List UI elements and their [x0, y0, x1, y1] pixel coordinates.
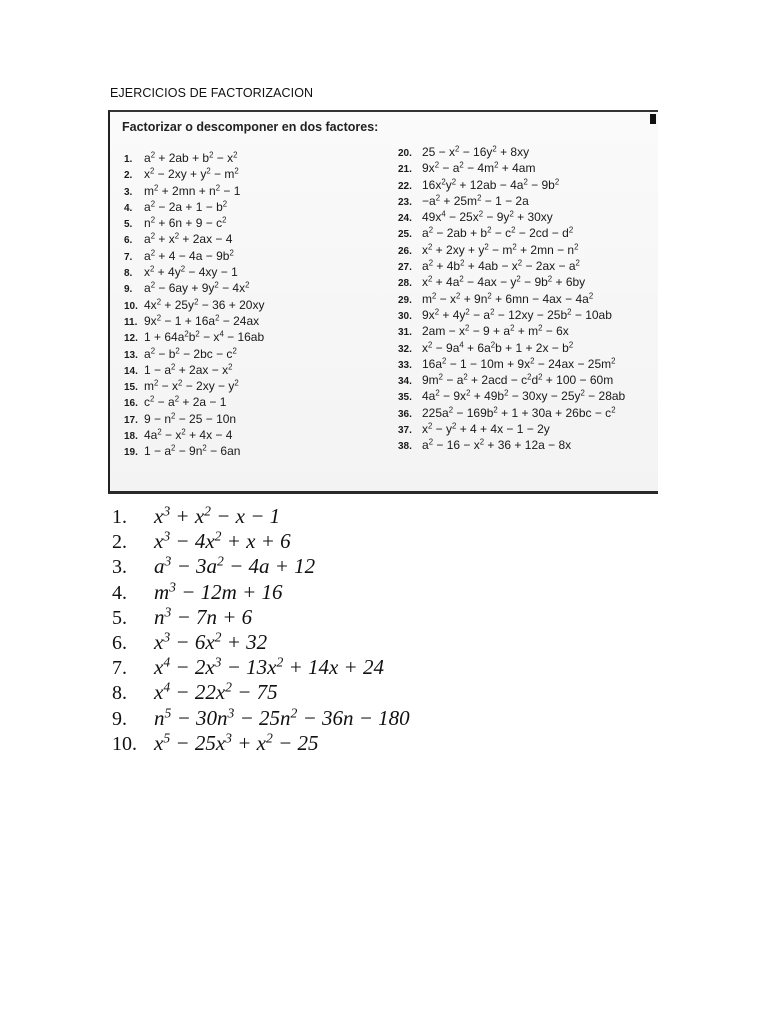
scan-exercise-item [398, 421, 654, 437]
exercise-number: 33. [398, 359, 412, 371]
typed-exercise-item [112, 580, 712, 605]
exercise-expression: $x^2 + 2xy + y^2 - m^2 + 2mn - n^2$ [422, 242, 579, 257]
exercise-expression: $m^3 - 12m + 16$ [154, 579, 283, 604]
exercise-number: 10. [124, 300, 138, 312]
exercise-expression: $x^3 - 6x^2 + 32$ [154, 629, 268, 654]
exercise-expression: $1 - a^2 - 9n^2 - 6an$ [144, 444, 241, 459]
scan-exercise-item [124, 166, 394, 182]
exercise-expression: $25 - x^2 - 16y^2 + 8xy$ [422, 144, 530, 159]
exercise-number: 18. [124, 431, 138, 443]
scan-left-column [124, 150, 394, 460]
exercise-number: 36. [398, 408, 412, 420]
exercise-number: 35. [398, 392, 412, 404]
exercise-number: 28. [398, 278, 412, 290]
exercise-expression: $9m^2 - a^2 + 2acd - c^2d^2 + 100 - 60m$ [422, 372, 614, 388]
scan-exercise-item [124, 150, 394, 166]
scan-exercise-item [124, 199, 394, 215]
scan-exercise-item [124, 394, 394, 410]
exercise-expression: $n^3 - 7n + 6$ [154, 604, 253, 629]
scan-exercise-item [398, 193, 654, 209]
exercise-expression: $1 - a^2 + 2ax - x^2$ [144, 362, 233, 377]
exercise-expression: $4a^2 - x^2 + 4x - 4$ [144, 427, 233, 443]
exercise-expression: $m^2 - x^2 + 9n^2 + 6mn - 4ax - 4a^2$ [422, 291, 594, 306]
scan-exercise-item [124, 280, 394, 296]
exercise-expression: $a^2 + x^2 + 2ax - 4$ [144, 232, 233, 247]
typed-exercise-item [112, 680, 712, 705]
exercise-number: 31. [398, 327, 412, 339]
exercise-number: 21. [398, 164, 412, 176]
exercise-expression: $a^3 - 3a^2 - 4a + 12$ [154, 553, 316, 579]
exercise-number: 30. [398, 310, 412, 322]
exercise-number: 17. [124, 414, 138, 426]
exercise-number: 1. [112, 506, 127, 528]
exercise-expression: $x^2 - 9a^4 + 6a^2b + 1 + 2x - b^2$ [422, 340, 574, 355]
exercise-expression: $-a^2 + 25m^2 - 1 - 2a$ [422, 193, 529, 208]
exercise-expression: $4a^2 - 9x^2 + 49b^2 - 30xy - 25y^2 - 28ab$ [422, 389, 626, 404]
exercise-number: 27. [398, 262, 412, 274]
exercise-expression: $9x^2 - 1 + 16a^2 - 24ax$ [144, 313, 260, 328]
scan-heading: Factorizar o descomponer en dos factores: [122, 120, 379, 134]
exercise-number: 16. [124, 398, 138, 410]
exercise-number: 38. [398, 441, 412, 453]
scan-exercise-item [124, 329, 394, 345]
exercise-expression: $n^2 + 6n + 9 - c^2$ [144, 215, 227, 231]
exercise-expression: $9 - n^2 - 25 - 10n$ [144, 411, 237, 426]
exercise-number: 11. [124, 316, 138, 328]
scan-exercise-item [398, 437, 654, 453]
exercise-number: 9. [124, 284, 133, 296]
scan-exercise-item [124, 443, 394, 459]
exercise-expression: $a^2 - 6ay + 9y^2 - 4x^2$ [144, 281, 250, 296]
exercise-expression: $c^2 - a^2 + 2a - 1$ [144, 395, 227, 410]
scan-exercise-item [398, 372, 654, 388]
scan-exercise-item [398, 258, 654, 274]
scan-exercise-item [398, 405, 654, 421]
exercise-number: 29. [398, 294, 412, 306]
exercise-number: 19. [124, 447, 138, 459]
exercise-number: 9. [112, 707, 127, 730]
exercise-expression: $x^2 - 2xy + y^2 - m^2$ [144, 167, 239, 182]
exercise-number: 7. [112, 657, 127, 680]
exercise-number: 12. [124, 333, 138, 345]
exercise-number: 34. [398, 376, 412, 388]
document-title: EJERCICIOS DE FACTORIZACION [110, 86, 314, 100]
scan-exercise-item [124, 346, 394, 362]
scan-exercise-item [398, 144, 654, 160]
exercise-number: 5. [112, 606, 127, 629]
exercise-number: 1. [124, 154, 133, 165]
scan-exercise-item [398, 323, 654, 339]
exercise-number: 23. [398, 196, 412, 208]
scan-exercise-item [398, 177, 654, 193]
scan-exercise-item [398, 307, 654, 323]
scan-exercise-item [398, 274, 654, 290]
exercise-number: 2. [124, 170, 133, 182]
exercise-number: 37. [398, 425, 412, 437]
exercise-expression: $n^5 - 30n^3 - 25n^2 - 36n - 180$ [154, 705, 410, 730]
exercise-expression: $1 + 64a^2b^2 - x^4 - 16ab$ [144, 329, 265, 345]
exercise-expression: $a^2 + 4b^2 + 4ab - x^2 - 2ax - a^2$ [422, 258, 580, 274]
scan-exercise-item [124, 411, 394, 427]
exercise-expression: $a^2 - 2a + 1 - b^2$ [144, 199, 228, 214]
exercise-expression: $m^2 + 2mn + n^2 - 1$ [144, 183, 241, 198]
exercise-expression: $x^2 - y^2 + 4 + 4x - 1 - 2y$ [422, 421, 550, 437]
exercise-expression: $2am - x^2 - 9 + a^2 + m^2 - 6x$ [422, 323, 569, 339]
exercise-number: 22. [398, 180, 412, 192]
scan-exercise-item [398, 160, 654, 176]
exercise-expression: $x^3 + x^2 - x - 1$ [154, 503, 281, 528]
typed-exercise-item [112, 655, 712, 680]
exercise-number: 3. [124, 186, 133, 198]
scan-exercise-item [398, 388, 654, 404]
exercise-number: 20. [398, 148, 412, 159]
exercise-expression: $x^4 - 2x^3 - 13x^2 + 14x + 24$ [154, 654, 384, 680]
exercise-expression: $225a^2 - 169b^2 + 1 + 30a + 26bc - c^2$ [422, 405, 616, 420]
exercise-expression: $x^3 - 4x^2 + x + 6$ [154, 528, 291, 554]
typed-exercise-item [112, 630, 712, 655]
scan-exercise-item [398, 242, 654, 258]
exercise-number: 7. [124, 251, 133, 263]
typed-exercise-item [112, 731, 712, 756]
exercise-number: 26. [398, 245, 412, 257]
scan-exercise-item [398, 356, 654, 372]
exercise-expression: $x^2 + 4y^2 - 4xy - 1$ [144, 264, 238, 280]
exercise-expression: $9x^2 + 4y^2 - a^2 - 12xy - 25b^2 - 10ab$ [422, 307, 612, 322]
exercise-expression: $16a^2 - 1 - 10m + 9x^2 - 24ax - 25m^2$ [422, 356, 616, 371]
typed-exercise-item [112, 605, 712, 630]
scan-exercise-item [398, 291, 654, 307]
exercise-number: 10. [112, 732, 137, 755]
scan-artifact [650, 114, 656, 124]
typed-exercise-list [112, 504, 712, 756]
scan-exercise-item [398, 225, 654, 241]
exercise-expression: $16x^2y^2 + 12ab - 4a^2 - 9b^2$ [422, 177, 560, 192]
exercise-expression: $x^2 + 4a^2 - 4ax - y^2 - 9b^2 + 6by$ [422, 275, 586, 290]
exercise-number: 25. [398, 229, 412, 241]
exercise-expression: $4x^2 + 25y^2 - 36 + 20xy$ [144, 297, 265, 312]
exercise-number: 15. [124, 382, 138, 394]
scan-exercise-item [124, 231, 394, 247]
scan-exercise-item [124, 427, 394, 443]
exercise-number: 5. [124, 219, 133, 231]
exercise-expression: $49x^4 - 25x^2 - 9y^2 + 30xy$ [422, 209, 553, 225]
scan-exercise-item [398, 340, 654, 356]
exercise-number: 32. [398, 343, 412, 355]
exercise-expression: $a^2 - 16 - x^2 + 36 + 12a - 8x$ [422, 438, 572, 453]
exercise-expression: $a^2 - b^2 - 2bc - c^2$ [144, 346, 237, 361]
exercise-number: 3. [112, 556, 127, 579]
scan-exercise-item [124, 248, 394, 264]
scan-exercise-item [124, 378, 394, 394]
scan-exercise-item [124, 362, 394, 378]
typed-exercise-item [112, 554, 712, 579]
exercise-number: 6. [124, 235, 133, 247]
exercise-number: 13. [124, 349, 138, 361]
scan-exercise-item [124, 183, 394, 199]
exercise-expression: $x^4 - 22x^2 - 75$ [154, 679, 278, 705]
scan-exercise-item [124, 215, 394, 231]
exercise-number: 2. [112, 531, 127, 554]
exercise-number: 4. [112, 581, 127, 604]
scan-right-column [398, 144, 654, 454]
scan-exercise-item [398, 209, 654, 225]
exercise-number: 4. [124, 202, 133, 214]
exercise-expression: $a^2 + 2ab + b^2 - x^2$ [144, 150, 238, 165]
typed-exercise-item [112, 504, 712, 529]
typed-exercise-item [112, 706, 712, 731]
exercise-expression: $9x^2 - a^2 - 4m^2 + 4am$ [422, 161, 536, 176]
exercise-number: 8. [112, 682, 127, 705]
scan-exercise-item [124, 313, 394, 329]
exercise-number: 24. [398, 213, 412, 225]
exercise-number: 6. [112, 631, 127, 654]
exercise-expression: $a^2 - 2ab + b^2 - c^2 - 2cd - d^2$ [422, 226, 574, 241]
exercise-number: 8. [124, 268, 133, 280]
scanned-exercise-image [108, 110, 658, 494]
scan-exercise-item [124, 264, 394, 280]
exercise-expression: $x^5 - 25x^3 + x^2 - 25$ [154, 730, 319, 755]
exercise-expression: $m^2 - x^2 - 2xy - y^2$ [144, 378, 239, 394]
exercise-number: 14. [124, 365, 138, 377]
exercise-expression: $a^2 + 4 - 4a - 9b^2$ [144, 248, 234, 263]
typed-exercise-item [112, 529, 712, 554]
scan-exercise-item [124, 297, 394, 313]
